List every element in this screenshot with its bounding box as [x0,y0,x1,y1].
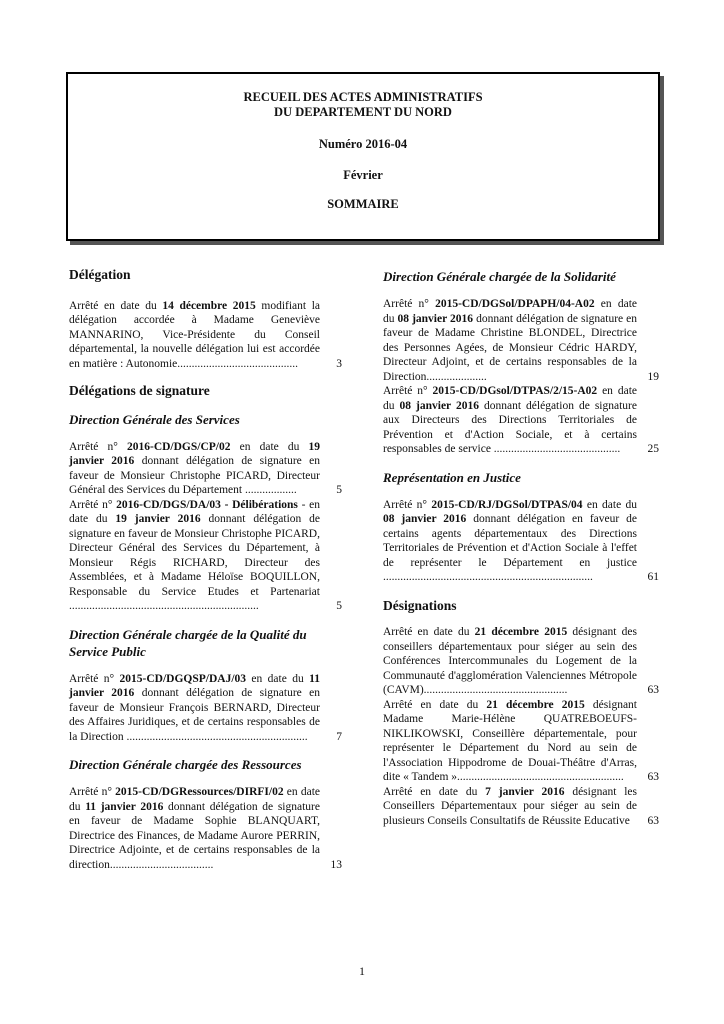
header-box [66,72,660,241]
document-title-line1: RECUEIL DES ACTES ADMINISTRATIFS [243,90,483,104]
section-delegations-signature: Délégations de signature [69,383,210,398]
right-column [383,268,659,828]
section-justice: Représentation en Justice [383,469,521,485]
section-dgs: Direction Générale des Services [69,411,240,427]
toc-entry[interactable]: Arrêté n° 2015-CD/DGQSP/DAJ/03 en date du 11 janvier 2016 donnant délégation de signature en faveur de Monsieur François BERNARD, Directeur des Affaires Juridiques, et de certains responsables de la Direction ............................................................... 7 [69,672,342,743]
page-ref: 19 [647,370,659,383]
section-dgqsp: Direction Générale chargée de la Qualité du Service Public [69,626,307,659]
issue-number: Numéro 2016-04 [318,137,408,151]
page-number: 1 [359,964,365,978]
page-ref: 3 [336,357,342,370]
toc-entry[interactable]: Arrêté n° 2016-CD/DGS/DA/03 - Délibérations - en date du 19 janvier 2016 donnant délégation de signature en faveur de Monsieur Christophe PICARD, Directeur Général des Services du Département, à Monsieur Régis RICHARD, Directeur des Assemblées, et à Madame Héloïse BOQUILLON, Responsable du Service Etudes et Partenariat .................................................................. 5 [69,498,342,612]
document-title-line2: DU DEPARTEMENT DU NORD [274,105,452,119]
toc-entry[interactable]: Arrêté en date du 7 janvier 2016 désignant les Conseillers Départementaux pour siéger au sein de plusieurs Conseils Consultatifs de Réussite Educative 63 [383,785,659,827]
section-dgr: Direction Générale chargée des Ressources [69,757,302,772]
page-ref: 5 [336,600,342,612]
toc-entry[interactable]: Arrêté n° 2015-CD/DGSol/DPAPH/04-A02 en date du 08 janvier 2016 donnant délégation de signature en faveur de Madame Christine BLONDEL, Directrice des Personnes Agées, de Monsieur Cédric HARDY, Directeur Adjoint, et de certains responsables de la Direction..................... 19 [383,298,659,383]
toc-entry[interactable]: Arrêté en date du 14 décembre 2015 modifiant la délégation accordée à Madame Geneviève MANNARINO, Vice-Présidente du Conseil départemental, la nouvelle délégation lui est accordée en matière : Autonomie.......................................... 3 [69,299,342,370]
page-ref: 63 [647,684,659,696]
issue-month: Février [343,168,383,182]
toc-entry[interactable]: Arrêté en date du 21 décembre 2015 désignant Madame Marie-Hélène QUATREBOEUFS-NIKLIKOWSKI, Conseillère départementale, pour représenter le Département du Nord au sein de l'Association Hippodrome de Douai-Théâtre d'Arras, dite « Tandem ».......................................................... 63 [383,698,659,783]
toc-entry[interactable]: Arrêté n° 2015-CD/RJ/DGSol/DTPAS/04 en date du 08 janvier 2016 donnant délégation en faveur de certains agents départementaux des Directions Territoriales de Prévention et d'Action Sociale à l'effet de représenter le Département en justice ......................................................................... 61 [383,498,659,583]
section-designations: Désignations [383,597,457,613]
summary-heading: SOMMAIRE [327,197,399,211]
left-column [69,268,342,872]
section-delegation: Délégation [69,267,131,282]
section-dgsol: Direction Générale chargée de la Solidarité [383,269,616,284]
toc-entry[interactable]: Arrêté en date du 21 décembre 2015 désignant des conseillers départementaux pour siéger au sein des Conférences Intercommunales du Logement de la Communauté d'agglomération Valenciennes Métropole (CAVM).................................................. 63 [383,626,659,696]
page-ref: 63 [647,814,659,827]
toc-entry[interactable]: Arrêté n° 2015-CD/DGsol/DTPAS/2/15-A02 en date du 08 janvier 2016 donnant délégation de signature aux Directeurs des Directions Territoriales de Prévention et d'Action Sociale, et à certains responsables de service ............................................ 25 [383,385,659,455]
page-ref: 63 [647,771,659,783]
page-ref: 25 [647,443,659,455]
toc-entry[interactable]: Arrêté n° 2016-CD/DGS/CP/02 en date du 19 janvier 2016 donnant délégation de signature en faveur de Monsieur Christophe PICARD, Directeur Général des Services du Département .................. 5 [69,440,342,496]
page-ref: 7 [336,730,342,743]
page-ref: 5 [336,484,342,496]
page-ref: 61 [647,571,659,583]
page-ref: 13 [330,858,342,871]
toc-entry[interactable]: Arrêté n° 2015-CD/DGRessources/DIRFI/02 en date du 11 janvier 2016 donnant délégation de signature en faveur de Madame Sophie BLANQUART, Directrice des Finances, de Madame Aurore PERRIN, Directrice Adjointe, et de certains responsables de la direction.................................... 13 [69,786,342,871]
